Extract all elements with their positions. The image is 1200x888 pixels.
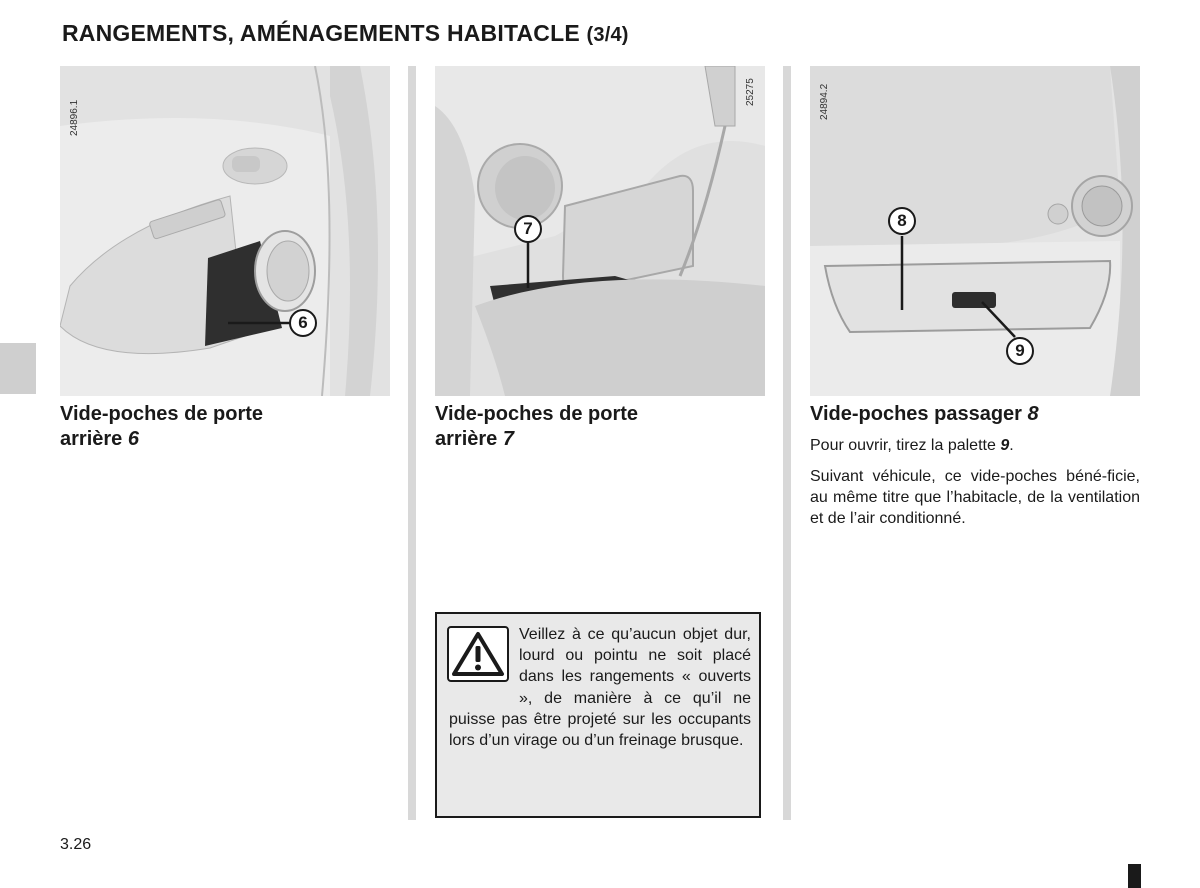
figure-passenger-glovebox — [810, 66, 1140, 396]
heading-text: arrière — [435, 428, 498, 450]
column-separator — [408, 66, 416, 820]
warning-text: Veillez à ce qu’aucun objet dur, lourd ou pointu ne soit placé dans les rangements « ouverts », de manière à ce qu’il ne puisse pas être projeté sur les occupants lors d’un virage ou d’un freinage brusque. — [449, 626, 751, 750]
page-title-suffix: (3/4) — [586, 24, 629, 46]
heading-reference: 8 — [1027, 403, 1039, 425]
rear-door-illustration — [60, 66, 390, 396]
paragraph-reference: 9 — [1000, 437, 1010, 454]
page-title-main: RANGEMENTS, AMÉNAGEMENTS HABITACLE — [62, 20, 580, 46]
dashboard-glovebox-illustration — [810, 66, 1140, 396]
heading-line — [60, 427, 263, 452]
page-number: 3.26 — [60, 836, 92, 853]
figure-reference-code: 24896.1 — [69, 99, 80, 136]
callout-number: 6 — [289, 309, 317, 337]
heading-text: Vide-poches passager — [810, 403, 1022, 425]
figure-rear-door-pocket-7 — [435, 66, 765, 396]
paragraph-text: Pour ouvrir, tirez la palette — [810, 437, 996, 454]
heading-rear-door-pocket-7 — [435, 402, 638, 452]
page-corner-marker — [1128, 864, 1141, 888]
paragraph-ventilation-note: Suivant véhicule, ce vide-poches béné-ficie, au même titre que l’habitacle, de la ventilation et de l’air conditionné. — [810, 468, 1140, 527]
heading-line — [435, 427, 638, 452]
paragraph-open-instructions — [810, 435, 1140, 456]
section-tab — [0, 343, 36, 394]
rear-seat-illustration — [435, 66, 765, 396]
heading-reference: 6 — [127, 428, 139, 450]
callout-number: 9 — [1006, 337, 1034, 365]
column-separator — [783, 66, 791, 820]
heading-reference: 7 — [502, 428, 514, 450]
callout-number: 7 — [514, 215, 542, 243]
figure-rear-door-pocket-6 — [60, 66, 390, 396]
heading-line: Vide-poches de porte — [60, 403, 264, 425]
heading-rear-door-pocket-6 — [60, 402, 263, 452]
heading-text: arrière — [60, 428, 123, 450]
warning-box — [435, 612, 761, 818]
callout-number: 8 — [888, 207, 916, 235]
warning-paragraph — [449, 624, 751, 751]
heading-line: Vide-poches de porte — [435, 403, 639, 425]
page-title — [62, 20, 629, 47]
figure-reference-code: 25275 — [745, 78, 756, 106]
figure-reference-code: 24894.2 — [819, 83, 830, 120]
heading-passenger-glovebox — [810, 402, 1039, 427]
paragraph-punctuation: . — [1009, 437, 1014, 454]
